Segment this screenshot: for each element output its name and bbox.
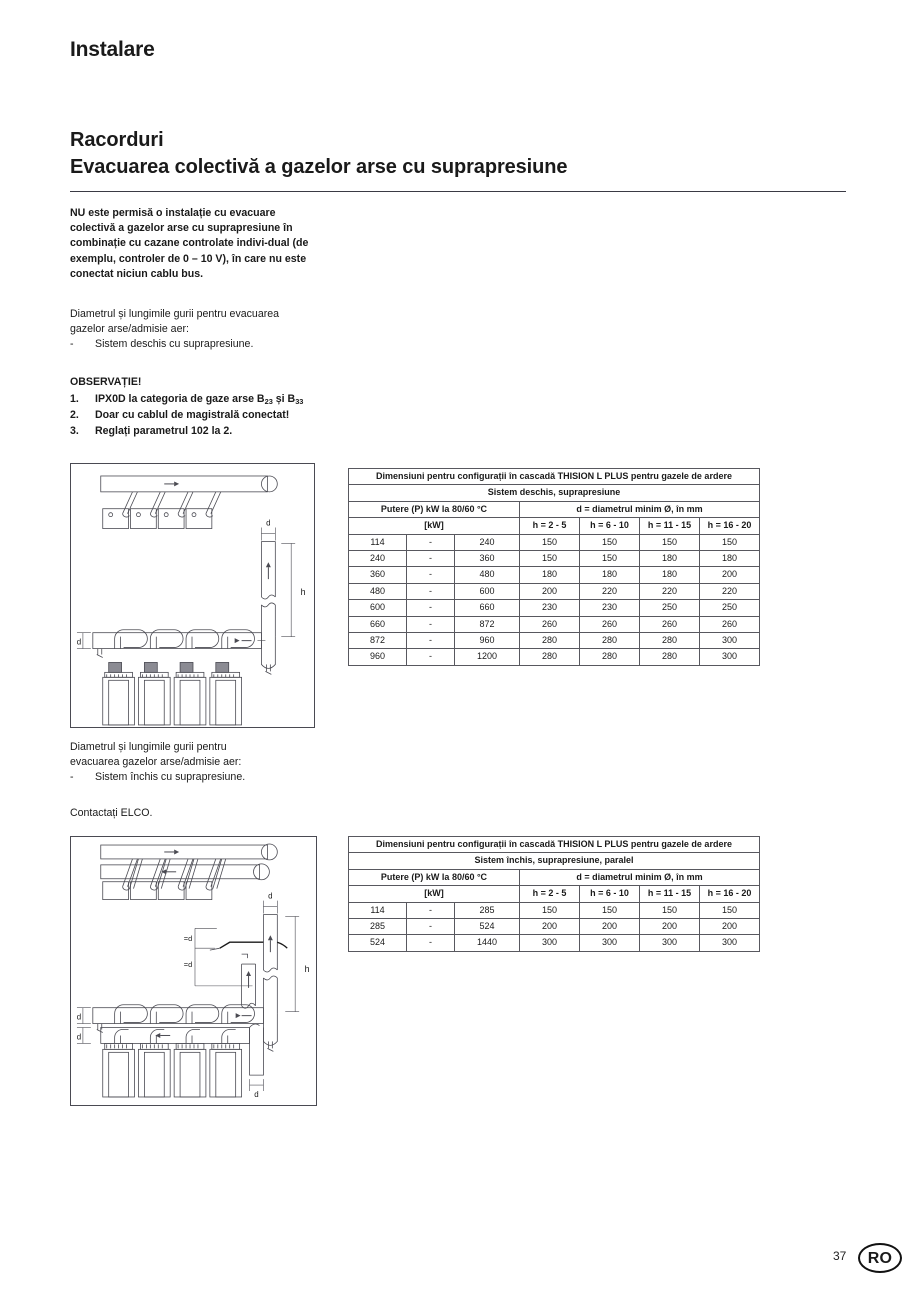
cell-power-sep: - [407,649,455,665]
cell-power-from: 240 [349,551,407,567]
cell-d-2: 220 [580,583,640,599]
observatie-item-1-sub-2: 33 [295,396,304,406]
table-row [349,633,760,649]
cell-power-from: 960 [349,649,407,665]
chapter-title: Instalare [70,38,155,61]
title-divider [70,191,846,192]
observatie-item-1-text [95,393,303,405]
table-row [349,534,760,550]
cell-d-1: 200 [520,919,580,935]
cell-d-2: 230 [580,600,640,616]
table-open-col-header-2: h = 6 - 10 [580,518,640,534]
cell-power-to: 872 [455,616,520,632]
cell-d-3: 200 [640,919,700,935]
svg-text:=d: =d [183,960,193,970]
cell-d-3: 180 [640,551,700,567]
dimension-h [285,916,309,1011]
table-open-column-header-row [349,518,760,534]
section-title [70,127,567,181]
observatie-item-3-text: Reglați parametrul 102 la 2. [95,424,233,437]
cell-power-to: 524 [455,919,520,935]
cell-power-to: 1440 [455,935,520,951]
table-row [349,935,760,951]
svg-text:d: d [76,1032,82,1042]
svg-text:d: d [268,891,273,901]
cell-d-3: 220 [640,583,700,599]
boiler-units [103,1043,242,1097]
top-duct [101,476,278,492]
cell-d-4: 200 [700,567,760,583]
cell-d-1: 280 [520,633,580,649]
bullet-label: Sistem deschis cu suprapresiune. [95,338,254,351]
cell-power-sep: - [407,551,455,567]
cell-d-4: 300 [700,649,760,665]
cell-d-4: 250 [700,600,760,616]
cell-d-1: 150 [520,902,580,918]
cell-d-1: 150 [520,551,580,567]
svg-text:h: h [304,963,310,974]
table-row [349,600,760,616]
cell-power-sep: - [407,567,455,583]
table-open-title: Dimensiuni pentru configurații în cascadă THISION L PLUS pentru gazele de ardere [349,469,760,485]
roof-boiler-units [103,509,212,529]
observatie-item-2 [70,408,330,424]
table-closed-subtitle: Sistem închis, suprapresiune, paralel [349,853,760,869]
cell-power-to: 285 [455,902,520,918]
cell-power-sep: - [407,919,455,935]
intro-open-line-1: Diametrul și lungimile gurii pentru evacuarea [70,308,280,320]
cell-power-from: 524 [349,935,407,951]
warning-line-3: combinație cu cazane controlate indivi-dual (de [70,237,309,250]
boiler-riser-pipes [115,1005,255,1044]
air-intake-deflector [210,942,287,950]
cell-d-3: 250 [640,600,700,616]
cell-d-1: 260 [520,616,580,632]
table-closed-title: Dimensiuni pentru configurații în cascadă THISION L PLUS pentru gazele de ardere [349,837,760,853]
table-closed-system [348,836,760,952]
table-closed-col-header-2: h = 6 - 10 [580,886,640,902]
observatie-item-3 [70,424,330,440]
table-open-col-header-1: h = 2 - 5 [520,518,580,534]
table-row [349,919,760,935]
cell-power-sep: - [407,633,455,649]
cell-d-2: 150 [580,534,640,550]
svg-text:d: d [76,637,82,647]
table-row [349,649,760,665]
observatie-item-2-text: Doar cu cablul de magistrală conectat! [95,408,290,421]
cell-power-to: 600 [455,583,520,599]
cell-d-4: 150 [700,902,760,918]
observatie-title: OBSERVAȚIE! [70,376,142,388]
dimension-d-top [263,892,277,914]
diagram-closed-system [70,836,317,1106]
warning-paragraph [70,206,330,282]
section-title-line2: Evacuarea colectivă a gazelor arse cu suprapresiune [70,156,568,178]
cell-d-2: 150 [580,551,640,567]
table-open-unit-header: [kW] [349,518,520,534]
table-closed-col-header-1: h = 2 - 5 [520,886,580,902]
table-row [349,583,760,599]
table-closed-col-header-3: h = 11 - 15 [640,886,700,902]
cell-d-4: 300 [700,935,760,951]
dimension-h [281,543,305,636]
intro-closed-bullet [70,770,330,785]
diagram-open-system [70,463,315,728]
svg-text:=d: =d [183,934,193,944]
cell-d-1: 200 [520,583,580,599]
cell-d-2: 180 [580,567,640,583]
table-closed-unit-header: [kW] [349,886,520,902]
cell-d-3: 150 [640,534,700,550]
cell-d-2: 150 [580,902,640,918]
table-closed-group-header-row [349,869,760,885]
bottom-flue-duct [93,1008,264,1024]
warning-line-5: conectat niciun cablu bus. [70,267,204,280]
cell-power-from: 872 [349,633,407,649]
table-row [349,616,760,632]
table-open-group-header-row [349,501,760,517]
cell-d-2: 260 [580,616,640,632]
contact-text: Contactați ELCO. [70,807,153,819]
secondary-air-pipe [242,954,256,1008]
cell-power-to: 360 [455,551,520,567]
cell-d-2: 280 [580,649,640,665]
intro-open-line-2: gazelor arse/admisie aer: [70,323,189,336]
cell-d-2: 300 [580,935,640,951]
cell-power-to: 1200 [455,649,520,665]
top-flue-duct [101,844,278,860]
warning-line-1: NU este permisă o instalație cu evacuare [70,207,276,219]
drain-marker [97,1024,103,1033]
warning-line-4: exemplu, controler de 0 – 10 V), în care nu este [70,252,307,265]
contact-paragraph [70,806,330,821]
observatie-item-1 [70,392,330,408]
intro-open-paragraph [70,307,330,353]
cell-d-1: 300 [520,935,580,951]
table-row [349,902,760,918]
observatie-item-1-text-middle: și B [272,392,296,405]
language-badge: RO [858,1243,902,1273]
observatie-item-1-text-before: IPX0D la categoria de gaze arse B [95,392,265,405]
cell-d-1: 280 [520,649,580,665]
drain-marker [97,649,103,658]
cell-power-from: 114 [349,534,407,550]
cell-power-to: 960 [455,633,520,649]
table-open-power-header: Putere (P) kW la 80/60 °C [349,501,520,517]
table-open-system [348,468,760,666]
table-open-diameter-header: d = diametrul minim Ø, în mm [520,501,760,517]
svg-text:d: d [254,1089,259,1099]
table-closed-col-header-4: h = 16 - 20 [700,886,760,902]
cell-power-from: 285 [349,919,407,935]
svg-text:d: d [266,518,271,528]
cell-d-1: 150 [520,534,580,550]
cell-power-from: 600 [349,600,407,616]
bullet-dash: - [70,338,74,351]
cell-d-3: 180 [640,567,700,583]
intro-closed-paragraph [70,740,330,786]
observatie-item-2-number: 2. [70,408,79,421]
vertical-chimney [263,914,277,1051]
cell-power-to: 660 [455,600,520,616]
cell-d-1: 230 [520,600,580,616]
section-title-line1: Racorduri [70,129,164,151]
table-open-subtitle-row [349,485,760,501]
svg-text:d: d [76,1012,82,1022]
cell-power-from: 114 [349,902,407,918]
cell-d-4: 180 [700,551,760,567]
boiler-units [103,662,242,724]
bullet-dash: - [70,771,74,784]
roof-connector-pipes [123,859,226,890]
table-row [349,551,760,567]
cell-d-4: 300 [700,633,760,649]
table-closed-diameter-header: d = diametrul minim Ø, în mm [520,869,760,885]
observatie-block [70,375,330,440]
cell-power-sep: - [407,534,455,550]
cell-d-2: 200 [580,919,640,935]
dimension-d-bottom [250,1079,264,1099]
cell-d-3: 150 [640,902,700,918]
table-row [349,567,760,583]
table-open-subtitle: Sistem deschis, suprapresiune [349,485,760,501]
dimension-d-left-upper [77,1008,91,1024]
cell-d-2: 280 [580,633,640,649]
intro-closed-line-1: Diametrul și lungimile gurii pentru [70,741,227,753]
cell-d-3: 280 [640,633,700,649]
cell-power-from: 660 [349,616,407,632]
table-open-title-row [349,469,760,485]
table-closed-power-header: Putere (P) kW la 80/60 °C [349,869,520,885]
table-closed-column-header-row [349,886,760,902]
cell-d-4: 150 [700,534,760,550]
cell-power-sep: - [407,583,455,599]
intro-closed-line-2: evacuarea gazelor arse/admisie aer: [70,756,242,769]
cell-d-3: 300 [640,935,700,951]
cell-power-sep: - [407,616,455,632]
dimension-d-left [77,633,91,649]
dimension-eq-d [184,928,253,986]
bullet-label: Sistem închis cu suprapresiune. [95,771,246,784]
cell-power-to: 240 [455,534,520,550]
cell-d-1: 180 [520,567,580,583]
warning-line-2: colectivă a gazelor arse cu suprapresiune în [70,222,293,235]
table-closed-title-row [349,837,760,853]
table-closed-subtitle-row [349,853,760,869]
intro-open-bullet [70,337,330,352]
cell-d-4: 260 [700,616,760,632]
cell-d-3: 260 [640,616,700,632]
vertical-chimney [261,541,275,674]
svg-text:h: h [300,587,306,598]
roof-boiler-units [103,882,212,900]
page-number: 37 [833,1249,847,1263]
cell-power-to: 480 [455,567,520,583]
cell-d-4: 200 [700,919,760,935]
cell-power-from: 480 [349,583,407,599]
observatie-item-1-number: 1. [70,392,79,405]
cell-d-4: 220 [700,583,760,599]
cell-d-3: 280 [640,649,700,665]
dimension-d-top [261,519,275,541]
cell-power-sep: - [407,600,455,616]
cell-power-sep: - [407,902,455,918]
table-open-col-header-3: h = 11 - 15 [640,518,700,534]
table-open-col-header-4: h = 16 - 20 [700,518,760,534]
observatie-item-3-number: 3. [70,424,79,437]
dimension-d-left-lower [77,1028,91,1044]
observatie-item-1-sub-1: 23 [264,396,273,406]
cell-power-from: 360 [349,567,407,583]
cell-power-sep: - [407,935,455,951]
